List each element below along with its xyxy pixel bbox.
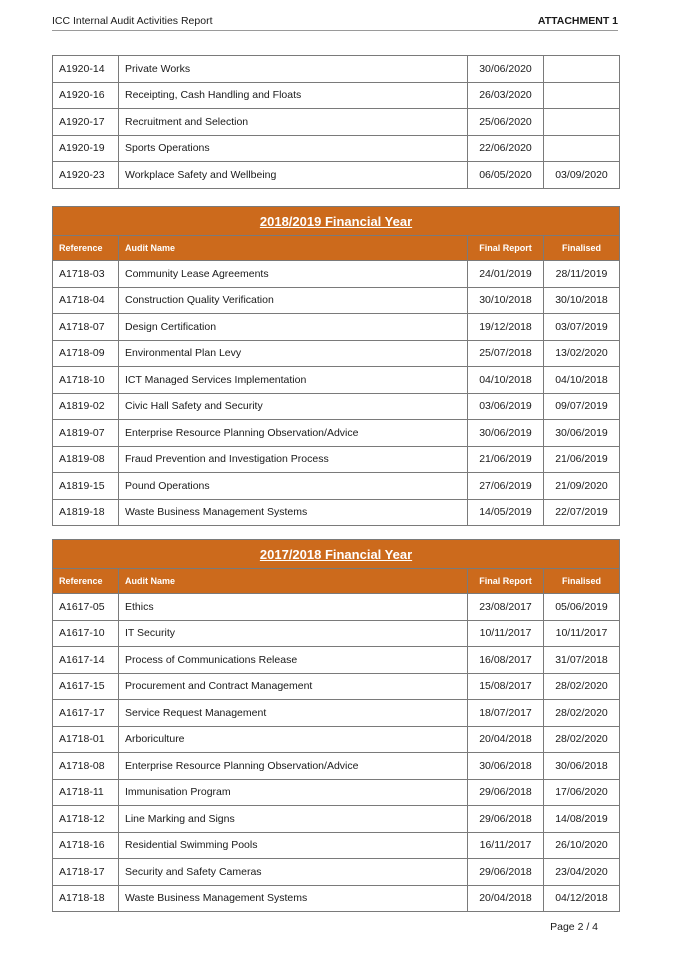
table-row xyxy=(53,162,620,189)
final-report-cell: 27/06/2019 xyxy=(468,473,544,500)
table-row xyxy=(53,885,620,912)
audit-name-cell: Ethics xyxy=(119,594,468,621)
final-report-cell: 21/06/2019 xyxy=(468,446,544,473)
col-finalised: Finalised xyxy=(544,569,620,594)
fy-title-row xyxy=(53,540,620,569)
final-report-cell: 20/04/2018 xyxy=(468,885,544,912)
table-row xyxy=(53,779,620,806)
audit-name-cell: Line Marking and Signs xyxy=(119,806,468,833)
reference-cell: A1920-23 xyxy=(53,162,119,189)
finalised-cell: 13/02/2020 xyxy=(544,340,620,367)
finalised-cell: 21/06/2019 xyxy=(544,446,620,473)
audit-name-cell: Receipting, Cash Handling and Floats xyxy=(119,82,468,109)
final-report-cell: 29/06/2018 xyxy=(468,806,544,833)
table-row xyxy=(53,446,620,473)
table-row xyxy=(53,594,620,621)
table-row xyxy=(53,367,620,394)
finalised-cell: 28/11/2019 xyxy=(544,261,620,288)
audit-name-cell: Waste Business Management Systems xyxy=(119,885,468,912)
finalised-cell: 30/06/2018 xyxy=(544,753,620,780)
table-row xyxy=(53,340,620,367)
table-row xyxy=(53,499,620,526)
table-row xyxy=(53,647,620,674)
reference-cell: A1617-15 xyxy=(53,673,119,700)
final-report-cell: 20/04/2018 xyxy=(468,726,544,753)
final-report-cell: 30/06/2018 xyxy=(468,753,544,780)
finalised-cell: 28/02/2020 xyxy=(544,700,620,727)
reference-cell: A1718-18 xyxy=(53,885,119,912)
audit-name-cell: Security and Safety Cameras xyxy=(119,859,468,886)
finalised-cell: 22/07/2019 xyxy=(544,499,620,526)
final-report-cell: 06/05/2020 xyxy=(468,162,544,189)
table-row xyxy=(53,56,620,83)
final-report-cell: 19/12/2018 xyxy=(468,314,544,341)
reference-cell: A1718-12 xyxy=(53,806,119,833)
audit-name-cell: Pound Operations xyxy=(119,473,468,500)
table-row xyxy=(53,673,620,700)
reference-cell: A1718-09 xyxy=(53,340,119,367)
final-report-cell: 03/06/2019 xyxy=(468,393,544,420)
table-row xyxy=(53,620,620,647)
finalised-cell: 03/07/2019 xyxy=(544,314,620,341)
finalised-cell xyxy=(544,82,620,109)
table-row xyxy=(53,859,620,886)
reference-cell: A1718-03 xyxy=(53,261,119,288)
table-body xyxy=(53,261,620,526)
reference-cell: A1819-07 xyxy=(53,420,119,447)
table-row xyxy=(53,473,620,500)
reference-cell: A1718-16 xyxy=(53,832,119,859)
audit-name-cell: Civic Hall Safety and Security xyxy=(119,393,468,420)
audit-name-cell: Fraud Prevention and Investigation Process xyxy=(119,446,468,473)
finalised-cell: 28/02/2020 xyxy=(544,726,620,753)
fy-title: 2017/2018 Financial Year xyxy=(53,540,620,569)
column-header-row xyxy=(53,569,620,594)
reference-cell: A1920-16 xyxy=(53,82,119,109)
reference-cell: A1718-10 xyxy=(53,367,119,394)
audit-name-cell: Procurement and Contract Management xyxy=(119,673,468,700)
reference-cell: A1920-17 xyxy=(53,109,119,136)
finalised-cell: 04/12/2018 xyxy=(544,885,620,912)
fy-2018-2019-table xyxy=(52,206,620,526)
reference-cell: A1617-10 xyxy=(53,620,119,647)
fy-2017-2018-table xyxy=(52,539,620,912)
table-row xyxy=(53,82,620,109)
finalised-cell: 28/02/2020 xyxy=(544,673,620,700)
reference-cell: A1819-02 xyxy=(53,393,119,420)
reference-cell: A1718-04 xyxy=(53,287,119,314)
final-report-cell: 23/08/2017 xyxy=(468,594,544,621)
continued-audit-table xyxy=(52,55,620,189)
reference-cell: A1718-17 xyxy=(53,859,119,886)
audit-name-cell: Construction Quality Verification xyxy=(119,287,468,314)
page-number: Page 2 / 4 xyxy=(550,921,598,933)
table-row xyxy=(53,135,620,162)
page-header xyxy=(52,14,618,31)
finalised-cell: 04/10/2018 xyxy=(544,367,620,394)
reference-cell: A1617-17 xyxy=(53,700,119,727)
audit-name-cell: Residential Swimming Pools xyxy=(119,832,468,859)
final-report-cell: 26/03/2020 xyxy=(468,82,544,109)
reference-cell: A1819-08 xyxy=(53,446,119,473)
attachment-label: ATTACHMENT 1 xyxy=(537,15,618,27)
audit-name-cell: Process of Communications Release xyxy=(119,647,468,674)
finalised-cell: 05/06/2019 xyxy=(544,594,620,621)
final-report-cell: 15/08/2017 xyxy=(468,673,544,700)
final-report-cell: 18/07/2017 xyxy=(468,700,544,727)
finalised-cell: 23/04/2020 xyxy=(544,859,620,886)
reference-cell: A1718-08 xyxy=(53,753,119,780)
final-report-cell: 16/11/2017 xyxy=(468,832,544,859)
audit-name-cell: ICT Managed Services Implementation xyxy=(119,367,468,394)
table-row xyxy=(53,261,620,288)
table-row xyxy=(53,700,620,727)
table-row xyxy=(53,806,620,833)
final-report-cell: 16/08/2017 xyxy=(468,647,544,674)
reference-cell: A1617-14 xyxy=(53,647,119,674)
finalised-cell: 30/06/2019 xyxy=(544,420,620,447)
reference-cell: A1819-15 xyxy=(53,473,119,500)
reference-cell: A1718-11 xyxy=(53,779,119,806)
col-final-report: Final Report xyxy=(468,569,544,594)
reference-cell: A1718-01 xyxy=(53,726,119,753)
audit-name-cell: Recruitment and Selection xyxy=(119,109,468,136)
col-audit-name: Audit Name xyxy=(119,569,468,594)
audit-name-cell: Arboriculture xyxy=(119,726,468,753)
final-report-cell: 29/06/2018 xyxy=(468,779,544,806)
final-report-cell: 30/10/2018 xyxy=(468,287,544,314)
table-row xyxy=(53,287,620,314)
audit-name-cell: Private Works xyxy=(119,56,468,83)
audit-name-cell: Workplace Safety and Wellbeing xyxy=(119,162,468,189)
col-audit-name: Audit Name xyxy=(119,236,468,261)
final-report-cell: 24/01/2019 xyxy=(468,261,544,288)
finalised-cell: 14/08/2019 xyxy=(544,806,620,833)
report-title: ICC Internal Audit Activities Report xyxy=(52,15,213,27)
finalised-cell xyxy=(544,135,620,162)
finalised-cell: 09/07/2019 xyxy=(544,393,620,420)
finalised-cell xyxy=(544,56,620,83)
table-row xyxy=(53,753,620,780)
finalised-cell xyxy=(544,109,620,136)
table-body xyxy=(53,56,620,189)
reference-cell: A1718-07 xyxy=(53,314,119,341)
audit-name-cell: Immunisation Program xyxy=(119,779,468,806)
column-header-row xyxy=(53,236,620,261)
finalised-cell: 30/10/2018 xyxy=(544,287,620,314)
finalised-cell: 31/07/2018 xyxy=(544,647,620,674)
audit-name-cell: Environmental Plan Levy xyxy=(119,340,468,367)
final-report-cell: 04/10/2018 xyxy=(468,367,544,394)
finalised-cell: 26/10/2020 xyxy=(544,832,620,859)
audit-name-cell: IT Security xyxy=(119,620,468,647)
final-report-cell: 10/11/2017 xyxy=(468,620,544,647)
finalised-cell: 10/11/2017 xyxy=(544,620,620,647)
audit-name-cell: Community Lease Agreements xyxy=(119,261,468,288)
table-row xyxy=(53,109,620,136)
table-row xyxy=(53,726,620,753)
table-row xyxy=(53,832,620,859)
finalised-cell: 03/09/2020 xyxy=(544,162,620,189)
final-report-cell: 30/06/2019 xyxy=(468,420,544,447)
col-finalised: Finalised xyxy=(544,236,620,261)
final-report-cell: 29/06/2018 xyxy=(468,859,544,886)
final-report-cell: 22/06/2020 xyxy=(468,135,544,162)
audit-name-cell: Sports Operations xyxy=(119,135,468,162)
audit-name-cell: Enterprise Resource Planning Observation/Advice xyxy=(119,753,468,780)
finalised-cell: 21/09/2020 xyxy=(544,473,620,500)
col-reference: Reference xyxy=(53,569,119,594)
final-report-cell: 25/07/2018 xyxy=(468,340,544,367)
final-report-cell: 25/06/2020 xyxy=(468,109,544,136)
final-report-cell: 30/06/2020 xyxy=(468,56,544,83)
col-final-report: Final Report xyxy=(468,236,544,261)
col-reference: Reference xyxy=(53,236,119,261)
table-body xyxy=(53,594,620,912)
final-report-cell: 14/05/2019 xyxy=(468,499,544,526)
fy-title: 2018/2019 Financial Year xyxy=(53,207,620,236)
reference-cell: A1819-18 xyxy=(53,499,119,526)
fy-title-row xyxy=(53,207,620,236)
audit-name-cell: Enterprise Resource Planning Observation/Advice xyxy=(119,420,468,447)
reference-cell: A1920-14 xyxy=(53,56,119,83)
audit-name-cell: Waste Business Management Systems xyxy=(119,499,468,526)
table-row xyxy=(53,420,620,447)
table-row xyxy=(53,393,620,420)
finalised-cell: 17/06/2020 xyxy=(544,779,620,806)
audit-name-cell: Service Request Management xyxy=(119,700,468,727)
audit-name-cell: Design Certification xyxy=(119,314,468,341)
reference-cell: A1617-05 xyxy=(53,594,119,621)
table-row xyxy=(53,314,620,341)
reference-cell: A1920-19 xyxy=(53,135,119,162)
